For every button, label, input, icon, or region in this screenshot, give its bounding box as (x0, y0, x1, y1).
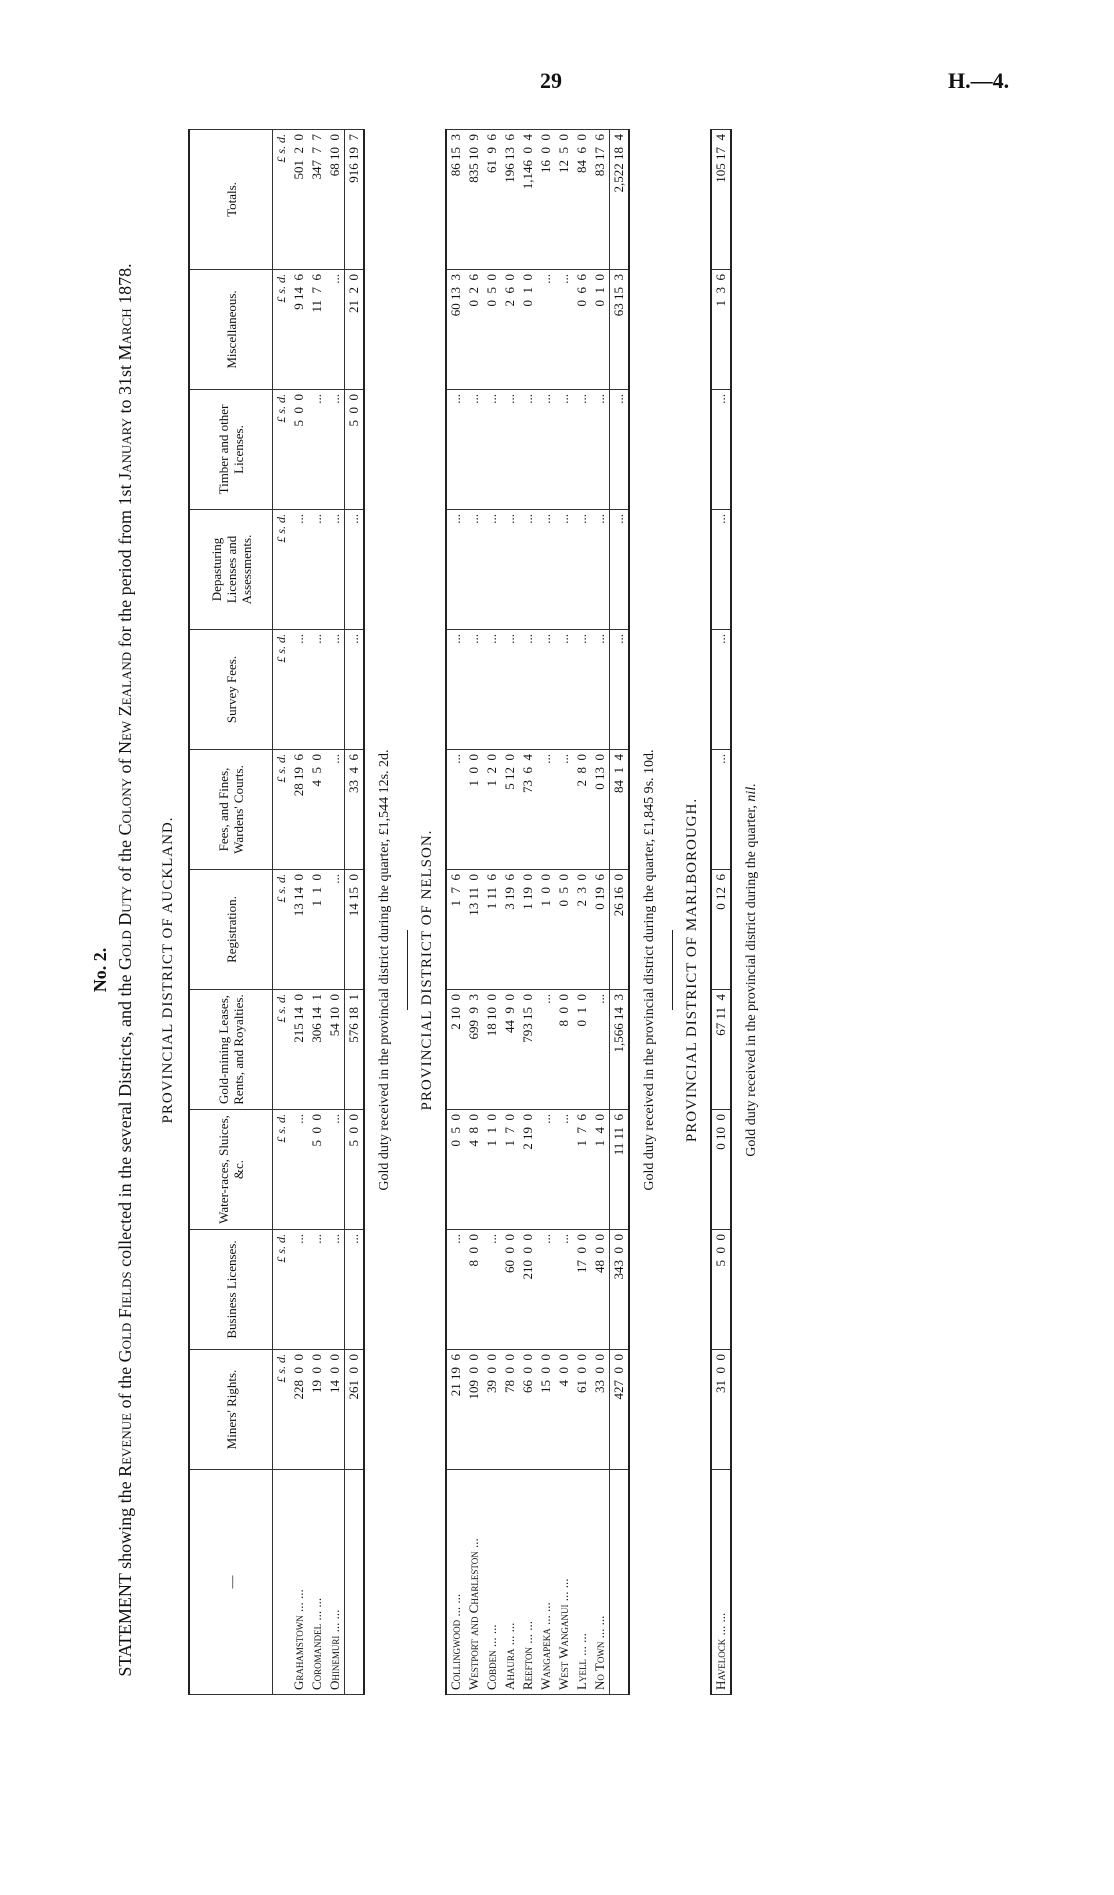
total-gold-mining-leases: 1,566 14 3 (610, 990, 630, 1110)
cell-fees-fines: 0 13 0 (591, 750, 610, 870)
total-miners-rights: 427 0 0 (610, 1350, 630, 1470)
total-totals: 916 19 7 (345, 130, 365, 270)
cell-water-races: 1 1 0 (483, 1110, 501, 1230)
cell-gold-mining-leases: 54 10 0 (326, 990, 345, 1110)
cell-miners-rights: 39 0 0 (483, 1350, 501, 1470)
cell-depasturing: ... (537, 510, 555, 630)
cell-fees-fines: 1 2 0 (483, 750, 501, 870)
cell-totals: 105 17 4 (711, 130, 731, 270)
district-name: Coromandel ... ... (308, 1470, 326, 1695)
total-label-empty (345, 1470, 365, 1695)
table-row (326, 130, 345, 1695)
cell-depasturing: ... (308, 510, 326, 630)
cell-timber: ... (326, 390, 345, 510)
total-gold-mining-leases: 576 18 1 (345, 990, 365, 1110)
table-row (308, 130, 326, 1695)
units-cell: £ s. d. (273, 630, 291, 750)
table-row (465, 130, 483, 1695)
cell-business-licenses: ... (537, 1230, 555, 1350)
column-header-depasturing: Depasturing Licenses and Assessments. (189, 510, 273, 630)
cell-fees-fines: 28 19 6 (290, 750, 308, 870)
column-header-survey-fees: Survey Fees. (189, 630, 273, 750)
total-timber: ... (610, 390, 630, 510)
cell-timber: ... (555, 390, 573, 510)
cell-miscellaneous: 9 14 6 (290, 270, 308, 390)
cell-miners-rights: 109 0 0 (465, 1350, 483, 1470)
cell-gold-mining-leases: 0 1 0 (573, 990, 591, 1110)
table-row (483, 130, 501, 1695)
cell-survey-fees: ... (326, 630, 345, 750)
cell-water-races: ... (326, 1110, 345, 1230)
cell-miscellaneous: 0 1 0 (591, 270, 610, 390)
cell-gold-mining-leases: 67 11 4 (711, 990, 731, 1110)
table-row (290, 130, 308, 1695)
total-fees-fines: 33 4 6 (345, 750, 365, 870)
cell-totals: 835 10 9 (465, 130, 483, 270)
cell-fees-fines: ... (326, 750, 345, 870)
cell-gold-mining-leases: 18 10 0 (483, 990, 501, 1110)
cell-business-licenses: 17 0 0 (573, 1230, 591, 1350)
cell-fees-fines: ... (446, 750, 465, 870)
cell-survey-fees: ... (446, 630, 465, 750)
total-timber: 5 0 0 (345, 390, 365, 510)
page-number: 29 (540, 68, 562, 93)
cell-depasturing: ... (711, 510, 731, 630)
statement-title: STATEMENT showing the Revenue of the Gold Fields collected in the several Districts, and the Gold Duty of the Colony of New Zealand for the period from 1st January to 31st March 1878. (115, 263, 135, 1677)
cell-timber: ... (537, 390, 555, 510)
units-cell: £ s. d. (273, 1350, 291, 1470)
cell-business-licenses: ... (326, 1230, 345, 1350)
cell-survey-fees: ... (573, 630, 591, 750)
total-survey-fees: ... (610, 630, 630, 750)
units-row (273, 130, 291, 1695)
nelson-heading: PROVINCIAL DISTRICT OF NELSON. (419, 829, 435, 1111)
cell-timber: 5 0 0 (290, 390, 308, 510)
district-name: Collingwood ... ... (446, 1470, 465, 1695)
cell-timber: ... (446, 390, 465, 510)
cell-totals: 83 17 6 (591, 130, 610, 270)
total-miners-rights: 261 0 0 (345, 1350, 365, 1470)
table-row (519, 130, 537, 1695)
total-depasturing: ... (345, 510, 365, 630)
cell-water-races: ... (537, 1110, 555, 1230)
cell-gold-mining-leases: 2 10 0 (446, 990, 465, 1110)
cell-registration: 1 7 6 (446, 870, 465, 990)
cell-timber: ... (711, 390, 731, 510)
marlborough-table (710, 129, 732, 1695)
cell-fees-fines: ... (711, 750, 731, 870)
column-header-timber: Timber and other Licenses. (189, 390, 273, 510)
cell-miners-rights: 15 0 0 (537, 1350, 555, 1470)
auckland-table (188, 129, 365, 1695)
cell-registration: ... (326, 870, 345, 990)
cell-survey-fees: ... (308, 630, 326, 750)
cell-business-licenses: ... (483, 1230, 501, 1350)
cell-timber: ... (483, 390, 501, 510)
cell-timber: ... (591, 390, 610, 510)
cell-gold-mining-leases: 44 9 0 (501, 990, 519, 1110)
cell-totals: 16 0 0 (537, 130, 555, 270)
units-cell-empty (273, 1470, 291, 1695)
cell-miners-rights: 4 0 0 (555, 1350, 573, 1470)
table-row (501, 130, 519, 1695)
cell-registration: 0 12 6 (711, 870, 731, 990)
cell-timber: ... (501, 390, 519, 510)
column-header-fees-fines: Fees, and Fines, Wardens' Courts. (189, 750, 273, 870)
cell-fees-fines: ... (537, 750, 555, 870)
cell-registration: 3 19 6 (501, 870, 519, 990)
cell-water-races: ... (555, 1110, 573, 1230)
total-water-races: 11 11 6 (610, 1110, 630, 1230)
cell-totals: 1,146 0 4 (519, 130, 537, 270)
district-name: Westport and Charleston ... (465, 1470, 483, 1695)
cell-timber: ... (465, 390, 483, 510)
total-fees-fines: 84 1 4 (610, 750, 630, 870)
cell-business-licenses: 5 0 0 (711, 1230, 731, 1350)
cell-miscellaneous: 0 6 6 (573, 270, 591, 390)
cell-registration: 0 5 0 (555, 870, 573, 990)
cell-miscellaneous: 0 2 6 (465, 270, 483, 390)
table-row (591, 130, 610, 1695)
column-header-miners-rights: Miners' Rights. (189, 1350, 273, 1470)
cell-survey-fees: ... (537, 630, 555, 750)
units-cell: £ s. d. (273, 510, 291, 630)
cell-timber: ... (519, 390, 537, 510)
cell-survey-fees: ... (483, 630, 501, 750)
total-water-races: 5 0 0 (345, 1110, 365, 1230)
cell-totals: 68 10 0 (326, 130, 345, 270)
cell-depasturing: ... (483, 510, 501, 630)
cell-survey-fees: ... (501, 630, 519, 750)
table-row (537, 130, 555, 1695)
cell-gold-mining-leases: 215 14 0 (290, 990, 308, 1110)
auckland-heading: PROVINCIAL DISTRICT OF AUCKLAND. (160, 816, 176, 1124)
cell-depasturing: ... (501, 510, 519, 630)
cell-miners-rights: 21 19 6 (446, 1350, 465, 1470)
units-cell: £ s. d. (273, 750, 291, 870)
district-name: Wangapeka ... ... (537, 1470, 555, 1695)
cell-registration: 1 19 0 (519, 870, 537, 990)
cell-business-licenses: ... (308, 1230, 326, 1350)
cell-timber: ... (573, 390, 591, 510)
column-header-district: — (189, 1470, 273, 1695)
district-name: Ahaura ... ... (501, 1470, 519, 1695)
cell-business-licenses: ... (446, 1230, 465, 1350)
cell-depasturing: ... (326, 510, 345, 630)
cell-business-licenses: 210 0 0 (519, 1230, 537, 1350)
cell-registration: 13 11 0 (465, 870, 483, 990)
cell-gold-mining-leases: 699 9 3 (465, 990, 483, 1110)
cell-miscellaneous: 1 3 6 (711, 270, 731, 390)
column-header-miscellaneous: Miscellaneous. (189, 270, 273, 390)
cell-totals: 501 2 0 (290, 130, 308, 270)
cell-miscellaneous: 0 5 0 (483, 270, 501, 390)
cell-fees-fines: ... (555, 750, 573, 870)
column-header-registration: Registration. (189, 870, 273, 990)
table-row (573, 130, 591, 1695)
cell-miscellaneous: 60 13 3 (446, 270, 465, 390)
cell-registration: 13 14 0 (290, 870, 308, 990)
cell-miners-rights: 78 0 0 (501, 1350, 519, 1470)
district-name: Havelock ... ... (711, 1470, 731, 1695)
cell-survey-fees: ... (290, 630, 308, 750)
cell-depasturing: ... (290, 510, 308, 630)
cell-totals: 61 9 6 (483, 130, 501, 270)
cell-water-races: 0 10 0 (711, 1110, 731, 1230)
cell-miners-rights: 33 0 0 (591, 1350, 610, 1470)
cell-timber: ... (308, 390, 326, 510)
cell-miscellaneous: ... (326, 270, 345, 390)
district-name: Ohinemuri ... ... (326, 1470, 345, 1695)
cell-water-races: 1 4 0 (591, 1110, 610, 1230)
cell-business-licenses: ... (555, 1230, 573, 1350)
total-miscellaneous: 21 2 0 (345, 270, 365, 390)
cell-survey-fees: ... (465, 630, 483, 750)
marlborough-gold-duty-note: Gold duty received in the provincial district during the quarter, nil. (744, 783, 759, 1157)
cell-miscellaneous: 11 7 6 (308, 270, 326, 390)
cell-totals: 12 5 0 (555, 130, 573, 270)
cell-business-licenses: ... (290, 1230, 308, 1350)
cell-miners-rights: 31 0 0 (711, 1350, 731, 1470)
cell-gold-mining-leases: ... (591, 990, 610, 1110)
cell-gold-mining-leases: 306 14 1 (308, 990, 326, 1110)
cell-fees-fines: 5 12 0 (501, 750, 519, 870)
cell-totals: 84 6 0 (573, 130, 591, 270)
units-cell: £ s. d. (273, 130, 291, 270)
nelson-gold-duty-note: Gold duty received in the provincial district during the quarter, £1,845 9s. 10d. (642, 749, 657, 1191)
cell-business-licenses: 60 0 0 (501, 1230, 519, 1350)
cell-depasturing: ... (591, 510, 610, 630)
cell-gold-mining-leases: 8 0 0 (555, 990, 573, 1110)
cell-miscellaneous: ... (537, 270, 555, 390)
units-cell: £ s. d. (273, 1230, 291, 1350)
cell-water-races: 5 0 0 (308, 1110, 326, 1230)
cell-miners-rights: 228 0 0 (290, 1350, 308, 1470)
district-name: Lyell ... ... (573, 1470, 591, 1695)
total-registration: 14 15 0 (345, 870, 365, 990)
table-row (446, 130, 465, 1695)
district-name: Cobden ... ... (483, 1470, 501, 1695)
auckland-gold-duty-note: Gold duty received in the provincial district during the quarter, £1,544 12s. 2d. (377, 749, 392, 1191)
cell-registration: 2 3 0 (573, 870, 591, 990)
document-code: H.—4. (948, 68, 1010, 93)
cell-water-races: 1 7 0 (501, 1110, 519, 1230)
document-number: No. 2. (90, 947, 110, 993)
units-cell: £ s. d. (273, 990, 291, 1110)
cell-registration: 1 1 0 (308, 870, 326, 990)
rotated-statement (90, 100, 1090, 1840)
district-name: Reefton ... ... (519, 1470, 537, 1695)
column-header-totals: Totals. (189, 130, 273, 270)
cell-miscellaneous: 2 6 0 (501, 270, 519, 390)
cell-miners-rights: 14 0 0 (326, 1350, 345, 1470)
total-registration: 26 16 0 (610, 870, 630, 990)
cell-miscellaneous: ... (555, 270, 573, 390)
cell-depasturing: ... (519, 510, 537, 630)
nelson-table (445, 129, 630, 1695)
cell-depasturing: ... (446, 510, 465, 630)
units-cell: £ s. d. (273, 1110, 291, 1230)
marlborough-heading: PROVINCIAL DISTRICT OF MARLBOROUGH. (684, 797, 700, 1143)
table-row (555, 130, 573, 1695)
cell-fees-fines: 4 5 0 (308, 750, 326, 870)
cell-registration: 1 11 6 (483, 870, 501, 990)
cell-depasturing: ... (465, 510, 483, 630)
cell-depasturing: ... (555, 510, 573, 630)
cell-water-races: ... (290, 1110, 308, 1230)
cell-fees-fines: 2 8 0 (573, 750, 591, 870)
total-miscellaneous: 63 15 3 (610, 270, 630, 390)
total-survey-fees: ... (345, 630, 365, 750)
cell-survey-fees: ... (591, 630, 610, 750)
cell-survey-fees: ... (711, 630, 731, 750)
district-name: No Town ... ... (591, 1470, 610, 1695)
column-header-water-races: Water-races, Sluices, &c. (189, 1110, 273, 1230)
cell-depasturing: ... (573, 510, 591, 630)
cell-survey-fees: ... (519, 630, 537, 750)
district-name: Grahamstown ... ... (290, 1470, 308, 1695)
total-row (610, 130, 630, 1695)
total-business-licenses: 343 0 0 (610, 1230, 630, 1350)
table-row (711, 130, 731, 1695)
total-label-empty (610, 1470, 630, 1695)
cell-gold-mining-leases: 793 15 0 (519, 990, 537, 1110)
cell-gold-mining-leases: ... (537, 990, 555, 1110)
cell-registration: 1 0 0 (537, 870, 555, 990)
units-cell: £ s. d. (273, 270, 291, 390)
cell-totals: 347 7 7 (308, 130, 326, 270)
units-cell: £ s. d. (273, 870, 291, 990)
cell-survey-fees: ... (555, 630, 573, 750)
total-row (345, 130, 365, 1695)
separator (407, 930, 408, 1010)
cell-business-licenses: 8 0 0 (465, 1230, 483, 1350)
column-header-business-licenses: Business Licenses. (189, 1230, 273, 1350)
cell-miners-rights: 66 0 0 (519, 1350, 537, 1470)
cell-water-races: 1 7 6 (573, 1110, 591, 1230)
cell-fees-fines: 73 6 4 (519, 750, 537, 870)
units-cell: £ s. d. (273, 390, 291, 510)
cell-business-licenses: 48 0 0 (591, 1230, 610, 1350)
total-business-licenses: ... (345, 1230, 365, 1350)
total-totals: 2,522 18 4 (610, 130, 630, 270)
cell-totals: 86 15 3 (446, 130, 465, 270)
cell-miners-rights: 61 0 0 (573, 1350, 591, 1470)
cell-water-races: 0 5 0 (446, 1110, 465, 1230)
cell-totals: 196 13 6 (501, 130, 519, 270)
cell-registration: 0 19 6 (591, 870, 610, 990)
cell-miners-rights: 19 0 0 (308, 1350, 326, 1470)
separator (672, 930, 673, 1010)
cell-fees-fines: 1 0 0 (465, 750, 483, 870)
cell-miscellaneous: 0 1 0 (519, 270, 537, 390)
column-header-gold-mining-leases: Gold-mining Leases, Rents, and Royalties. (189, 990, 273, 1110)
district-name: West Wanganui ... ... (555, 1470, 573, 1695)
total-depasturing: ... (610, 510, 630, 630)
cell-water-races: 2 19 0 (519, 1110, 537, 1230)
cell-water-races: 4 8 0 (465, 1110, 483, 1230)
